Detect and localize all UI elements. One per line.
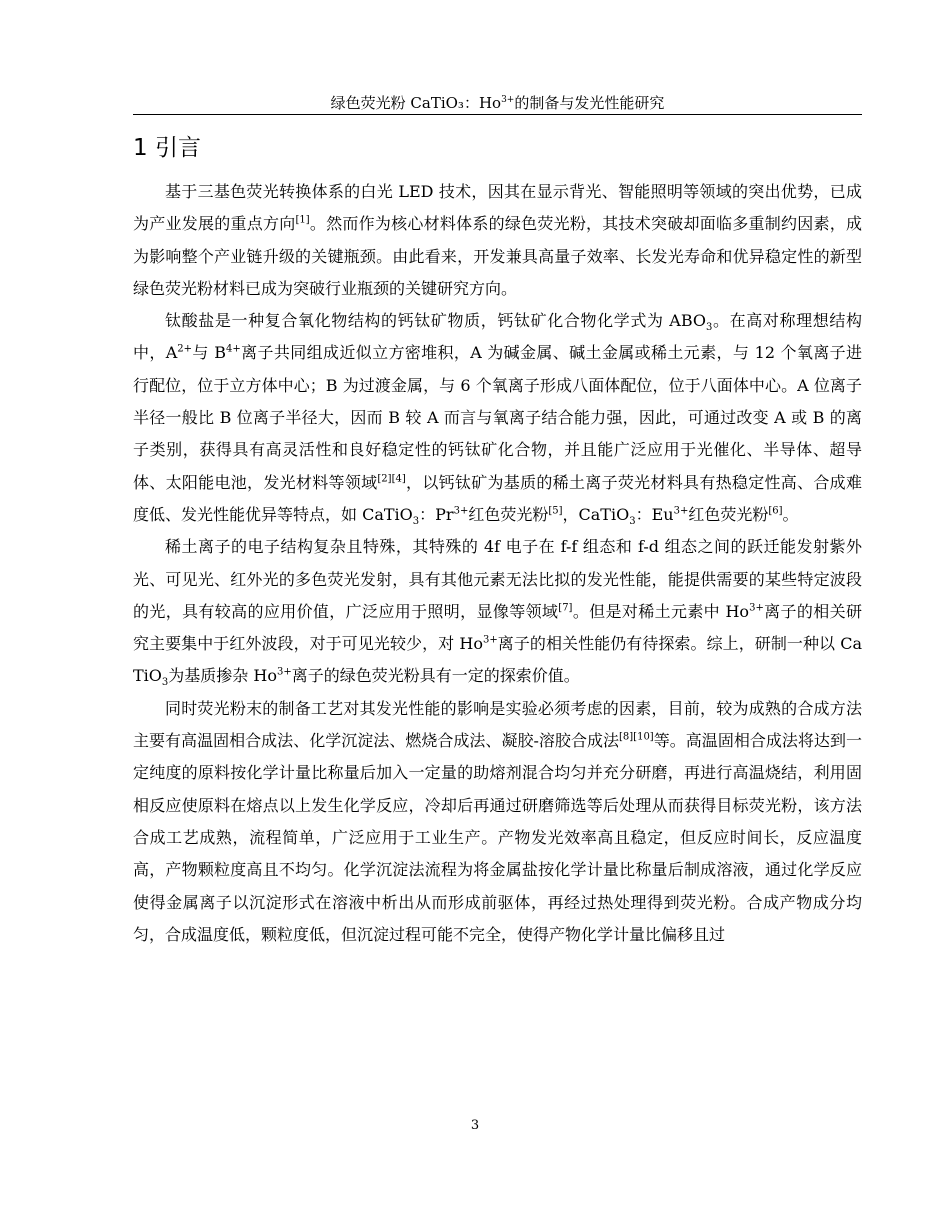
subscript: 3 <box>629 516 636 528</box>
subscript: 3 <box>161 677 169 689</box>
superscript: 3+ <box>482 634 498 646</box>
text-run: 离子的绿色荧光粉具有一定的探索价值。 <box>291 666 580 686</box>
text-run: 为基质掺杂 Ho <box>168 666 277 686</box>
section-title: 1 引言 <box>133 135 201 161</box>
body-text <box>133 176 862 951</box>
text-run: 钛酸盐是一种复合氧化物结构的钙钛矿物质，钙钛矿化合物化学式为 ABO <box>165 311 707 331</box>
subscript: 3 <box>412 516 420 528</box>
header-text-post: 的制备与发光性能研究 <box>514 94 665 112</box>
superscript: 3+ <box>276 667 292 679</box>
text-run: 红色荧光粉 <box>468 504 549 524</box>
citation: [7] <box>558 602 573 614</box>
citation: [2][4] <box>377 473 406 485</box>
text-run: 。但是对稀土元素中 Ho <box>572 601 750 621</box>
text-run: 。 <box>782 504 799 524</box>
citation: [5] <box>548 505 563 517</box>
citation: [1] <box>295 214 310 226</box>
superscript: 3+ <box>673 505 689 517</box>
superscript: 4+ <box>226 344 241 356</box>
citation: [6] <box>768 505 783 517</box>
text-run: ：Pr <box>419 504 454 524</box>
paragraph-4 <box>133 693 862 951</box>
text-run: 。然而作为核心材料体系的绿色荧光粉，其技术突破却面临多重制约因素，成为影响整个产业链升级的关键瓶颈。由此看来，开发兼具高量子效率、长发光寿命和优异稳定性的新型绿色荧光粉材料已成为突破行业瓶颈的关键研究方向。 <box>133 214 862 298</box>
text-run: 离子的相关性能仍有待探索。综上，研制一种以 CaTiO <box>133 634 862 686</box>
text-run: ：Eu <box>635 504 674 524</box>
paragraph-2 <box>133 305 862 531</box>
header-text-pre: 绿色荧光粉 CaTiO₃：Ho <box>330 94 502 112</box>
text-run: 稀土离子的电子结构复杂且特殊，其特殊的 4f 电子在 f-f 组态和 f-d 组态之间的跃迁能发射紫外光、可见光、红外光的多色荧光发射，具有其他元素无法比拟的发光性能，能提供需要的某些特定波段的光，具有较高的应用价值，广泛应用于照明，显像等领域 <box>133 537 862 621</box>
paragraph-1 <box>133 176 862 305</box>
running-header <box>133 90 862 115</box>
text-run: 离子的相关研究主要集中于红外波段，对于可见光较少，对 Ho <box>133 601 862 654</box>
superscript: 3+ <box>749 602 764 614</box>
citation: [8][10] <box>619 731 654 743</box>
text-run: 等。高温固相合成法将达到一定纯度的原料按化学计量比称量后加入一定量的助熔剂混合均匀并充分研磨，再进行高温烧结，利用固相反应使原料在熔点以上发生化学反应，冷却后再通过研磨筛选等后处理从而获得目标荧光粉，该方法合成工艺成熟，流程简单，广泛应用于工业生产。产物发光效率高且稳定，但反应时间长，反应温度高，产物颗粒度高且不均匀。化学沉淀法流程为将金属盐按化学计量比称量后制成溶液，通过化学反应使得金属离子以沉淀形式在溶液中析出从而形成前驱体，再经过热处理得到荧光粉。合成产物成分均匀，合成温度低，颗粒度低，但沉淀过程可能不完全，使得产物化学计量比偏移且过 <box>133 731 862 944</box>
header-superscript: 3+ <box>501 95 515 105</box>
paragraph-3 <box>133 531 862 692</box>
text-run: ，以钙钛矿为基质的稀土离子荧光材料具有热稳定性高、合成难度低、发光性能优异等特点，如 CaTiO <box>133 472 862 524</box>
text-run: ，CaTiO <box>562 504 630 524</box>
page-number: 3 <box>470 1118 480 1133</box>
superscript: 2+ <box>177 344 193 356</box>
text-run: 。在高对称理想结构中，A <box>133 311 862 363</box>
text-run: 与 B <box>192 343 226 363</box>
text-run: 基于三基色荧光转换体系的白光 LED 技术，因其在显示背光、智能照明等领域的突出优势，已成为产业发展的重点方向 <box>133 182 862 234</box>
text-run: 同时荧光粉末的制备工艺对其发光性能的影响是实验必须考虑的因素，目前，较为成熟的合成方法主要有高温固相合成法、化学沉淀法、燃烧合成法、凝胶-溶胶合成法 <box>133 698 862 751</box>
text-run: 红色荧光粉 <box>688 504 769 524</box>
text-run: 离子共同组成近似立方密堆积，A 为碱金属、碱土金属或稀土元素，与 12 个氧离子进行配位，位于立方体中心；B 为过渡金属，与 6 个氧离子形成八面体配位，位于八面体中心。A 位离子半径一般比 B 位离子半径大，因而 B 较 A 而言与氧离子结合能力强，因此，可通过改变 A 或 B 的离子类别，获得具有高灵活性和良好稳定性的钙钛矿化合物，并且能广泛应用于光催化、半导体、超导体、太阳能电池，发光材料等领域 <box>133 343 862 492</box>
superscript: 3+ <box>453 505 469 517</box>
subscript: 3 <box>706 322 713 334</box>
